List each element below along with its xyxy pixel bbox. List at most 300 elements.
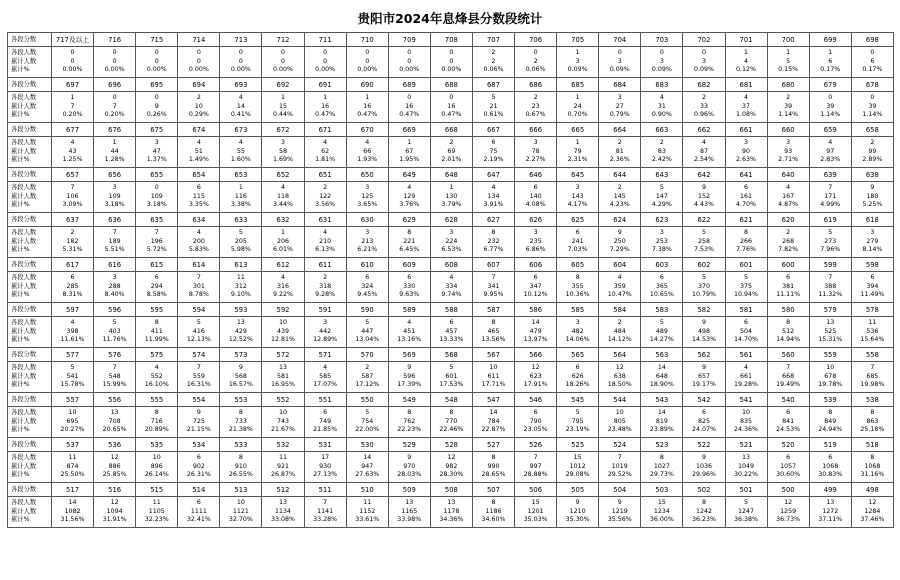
count-value: 9 xyxy=(617,499,622,507)
count-value: 9 xyxy=(575,499,580,507)
score-cell: 564 xyxy=(599,348,641,362)
score-cell: 512 xyxy=(262,483,304,497)
count-value: 7 xyxy=(828,274,833,282)
stats-cell xyxy=(599,92,641,123)
percent-value: 4.23% xyxy=(609,201,630,209)
percent-value: 16.95% xyxy=(271,381,296,389)
percent-value: 4.29% xyxy=(651,201,672,209)
percent-value: 6.01% xyxy=(273,246,294,254)
percent-value: 32.41% xyxy=(186,516,211,524)
score-cell: 622 xyxy=(683,213,725,227)
percent-value: 13.04% xyxy=(355,336,380,344)
count-value: 1 xyxy=(281,229,286,237)
percent-value: 17.12% xyxy=(355,381,380,389)
percent-value: 20.65% xyxy=(102,426,127,434)
stats-labels xyxy=(8,497,52,528)
percent-value: 17.39% xyxy=(397,381,422,389)
cumulative-value: 0 xyxy=(112,57,117,65)
percent-value: 9.45% xyxy=(357,291,378,299)
count-value: 8 xyxy=(491,229,496,237)
segment-label: 各段分数 xyxy=(8,393,52,407)
count-value: 4 xyxy=(659,94,664,102)
cumulative-value: 355 xyxy=(571,282,584,290)
count-value: 8 xyxy=(870,454,875,462)
stats-cell xyxy=(851,407,893,438)
stats-cell xyxy=(515,407,557,438)
stats-cell xyxy=(641,407,683,438)
stats-cell xyxy=(725,47,767,78)
stats-cell xyxy=(388,92,430,123)
count-value: 10 xyxy=(742,409,751,417)
score-cell: 614 xyxy=(178,258,220,272)
count-value: 2 xyxy=(701,94,706,102)
percent-value: 36.23% xyxy=(691,516,716,524)
count-value: 3 xyxy=(575,184,580,192)
count-value: 3 xyxy=(323,319,328,327)
count-value: 4 xyxy=(407,184,412,192)
cumulative-value: 442 xyxy=(319,327,332,335)
stats-cell xyxy=(346,497,388,528)
score-cell: 623 xyxy=(641,213,683,227)
percent-value: 9.74% xyxy=(441,291,462,299)
count-value: 10 xyxy=(152,454,161,462)
stats-cell xyxy=(430,407,472,438)
cumulative-value: 69 xyxy=(447,147,456,155)
score-cell: 656 xyxy=(94,168,136,182)
count-value: 2 xyxy=(323,184,328,192)
score-table-wrap xyxy=(7,32,894,528)
count-label: 各段人数 xyxy=(11,139,37,147)
cumulative-value: 359 xyxy=(613,282,626,290)
cumulative-value: 716 xyxy=(150,417,163,425)
cumulative-value: 78 xyxy=(531,147,540,155)
stats-cell xyxy=(136,182,178,213)
cumulative-label: 累计人数 xyxy=(11,327,37,335)
stats-cell xyxy=(388,452,430,483)
count-value: 0 xyxy=(154,49,159,57)
stats-cell xyxy=(767,272,809,303)
count-value: 12 xyxy=(784,499,793,507)
count-value: 9 xyxy=(701,364,706,372)
stats-cell xyxy=(388,317,430,348)
percent-value: 28.65% xyxy=(481,471,506,479)
score-cell: 530 xyxy=(346,438,388,452)
cumulative-value: 51 xyxy=(194,147,203,155)
count-value: 3 xyxy=(870,229,875,237)
count-value: 5 xyxy=(491,94,496,102)
cumulative-value: 294 xyxy=(150,282,163,290)
stats-labels xyxy=(8,317,52,348)
cumulative-value: 210 xyxy=(319,237,332,245)
cumulative-value: 1201 xyxy=(527,507,544,515)
stats-cell xyxy=(178,497,220,528)
score-cell: 642 xyxy=(683,168,725,182)
count-value: 4 xyxy=(365,139,370,147)
cumulative-value: 7 xyxy=(70,102,75,110)
cumulative-value: 970 xyxy=(403,462,416,470)
score-cell: 655 xyxy=(136,168,178,182)
score-cell: 691 xyxy=(304,78,346,92)
score-cell: 521 xyxy=(725,438,767,452)
percent-value: 0.09% xyxy=(651,66,672,74)
cumulative-value: 668 xyxy=(782,372,795,380)
count-value: 7 xyxy=(196,364,201,372)
score-cell: 504 xyxy=(599,483,641,497)
stats-cell xyxy=(136,317,178,348)
cumulative-value: 205 xyxy=(234,237,247,245)
percent-value: 4.99% xyxy=(820,201,841,209)
count-value: 3 xyxy=(617,94,622,102)
stats-cell xyxy=(388,497,430,528)
count-value: 1 xyxy=(365,94,370,102)
percent-value: 6.53% xyxy=(441,246,462,254)
score-cell: 536 xyxy=(94,438,136,452)
stats-cell xyxy=(220,452,262,483)
cumulative-value: 115 xyxy=(192,192,205,200)
cumulative-value: 581 xyxy=(277,372,290,380)
cumulative-value: 1105 xyxy=(148,507,165,515)
score-cell: 711 xyxy=(304,33,346,47)
score-cell: 550 xyxy=(346,393,388,407)
stats-cell xyxy=(599,362,641,393)
cumulative-value: 626 xyxy=(571,372,584,380)
score-cell: 618 xyxy=(851,213,893,227)
count-value: 3 xyxy=(786,139,791,147)
score-cell: 557 xyxy=(52,393,94,407)
score-cell: 612 xyxy=(262,258,304,272)
stats-cell xyxy=(641,227,683,258)
count-value: 4 xyxy=(786,184,791,192)
cumulative-value: 4 xyxy=(744,57,749,65)
count-value: 13 xyxy=(826,319,835,327)
count-value: 9 xyxy=(407,364,412,372)
percent-value: 12.13% xyxy=(186,336,211,344)
count-value: 6 xyxy=(196,184,201,192)
score-cell: 652 xyxy=(262,168,304,182)
cumulative-value: 930 xyxy=(319,462,332,470)
count-value: 6 xyxy=(154,274,159,282)
percent-value: 2.01% xyxy=(441,156,462,164)
score-cell: 636 xyxy=(94,213,136,227)
count-value: 6 xyxy=(575,364,580,372)
cumulative-value: 125 xyxy=(361,192,374,200)
cumulative-value: 241 xyxy=(571,237,584,245)
stats-cell xyxy=(809,272,851,303)
stats-cell xyxy=(178,182,220,213)
count-value: 11 xyxy=(236,274,245,282)
stats-cell xyxy=(472,497,514,528)
cumulative-value: 429 xyxy=(234,327,247,335)
stats-cell xyxy=(220,362,262,393)
score-cell: 692 xyxy=(262,78,304,92)
stats-row xyxy=(8,317,894,348)
percent-value: 5.51% xyxy=(104,246,125,254)
score-cell: 670 xyxy=(346,123,388,137)
cumulative-value: 1165 xyxy=(401,507,418,515)
cumulative-value: 685 xyxy=(866,372,879,380)
percent-value: 0.09% xyxy=(567,66,588,74)
cumulative-value: 147 xyxy=(655,192,668,200)
stats-cell xyxy=(262,182,304,213)
stats-cell xyxy=(430,362,472,393)
cumulative-value: 439 xyxy=(277,327,290,335)
percent-value: 14.94% xyxy=(776,336,801,344)
cumulative-value: 16 xyxy=(321,102,330,110)
cumulative-value: 381 xyxy=(782,282,795,290)
count-value: 8 xyxy=(407,409,412,417)
count-value: 3 xyxy=(533,229,538,237)
percent-value: 0.20% xyxy=(104,111,125,119)
percent-value: 35.30% xyxy=(565,516,590,524)
count-value: 4 xyxy=(238,139,243,147)
stats-cell xyxy=(851,272,893,303)
percent-value: 0.47% xyxy=(357,111,378,119)
score-cell: 510 xyxy=(346,483,388,497)
percent-value: 11.61% xyxy=(60,336,85,344)
score-cell: 608 xyxy=(430,258,472,272)
stats-cell xyxy=(430,137,472,168)
score-cell: 681 xyxy=(725,78,767,92)
count-value: 0 xyxy=(870,49,875,57)
cumulative-value: 66 xyxy=(363,147,372,155)
percent-value: 36.38% xyxy=(734,516,759,524)
stats-cell xyxy=(809,227,851,258)
stats-cell xyxy=(430,92,472,123)
cumulative-value: 23 xyxy=(531,102,540,110)
cumulative-value: 457 xyxy=(445,327,458,335)
score-cell: 641 xyxy=(725,168,767,182)
count-value: 6 xyxy=(870,274,875,282)
score-cell: 696 xyxy=(94,78,136,92)
cumulative-value: 152 xyxy=(697,192,710,200)
stats-cell xyxy=(262,137,304,168)
cumulative-value: 482 xyxy=(571,327,584,335)
score-cell: 675 xyxy=(136,123,178,137)
stats-cell xyxy=(388,407,430,438)
count-value: 0 xyxy=(659,49,664,57)
score-cell: 509 xyxy=(388,483,430,497)
cumulative-label: 累计人数 xyxy=(11,507,37,515)
cumulative-value: 512 xyxy=(782,327,795,335)
percent-value: 24.53% xyxy=(776,426,801,434)
cumulative-value: 465 xyxy=(487,327,500,335)
stats-cell xyxy=(430,452,472,483)
percent-value: 0.00% xyxy=(146,66,167,74)
percent-value: 5.72% xyxy=(146,246,167,254)
stats-cell xyxy=(220,137,262,168)
stats-cell xyxy=(388,137,430,168)
cumulative-value: 129 xyxy=(403,192,416,200)
stats-cell xyxy=(767,452,809,483)
count-value: 6 xyxy=(196,499,201,507)
cumulative-value: 1234 xyxy=(653,507,670,515)
cumulative-value: 1186 xyxy=(485,507,502,515)
percent-value: 13.97% xyxy=(523,336,548,344)
cumulative-value: 347 xyxy=(529,282,542,290)
stats-row xyxy=(8,452,894,483)
stats-cell xyxy=(220,497,262,528)
cumulative-value: 0 xyxy=(365,57,370,65)
count-value: 5 xyxy=(449,364,454,372)
score-cell: 631 xyxy=(304,213,346,227)
stats-cell xyxy=(641,182,683,213)
cumulative-label: 累计人数 xyxy=(11,237,37,245)
cumulative-value: 145 xyxy=(613,192,626,200)
stats-cell xyxy=(809,317,851,348)
count-value: 11 xyxy=(152,499,161,507)
count-value: 4 xyxy=(828,139,833,147)
score-cell: 661 xyxy=(725,123,767,137)
score-cell: 565 xyxy=(557,348,599,362)
stats-cell xyxy=(809,407,851,438)
score-cell: 629 xyxy=(388,213,430,227)
cumulative-value: 39 xyxy=(868,102,877,110)
percent-value: 1.60% xyxy=(230,156,251,164)
stats-cell xyxy=(136,92,178,123)
score-cell: 672 xyxy=(262,123,304,137)
count-value: 2 xyxy=(659,139,664,147)
cumulative-label: 累计人数 xyxy=(11,147,37,155)
score-cell: 518 xyxy=(851,438,893,452)
cumulative-value: 1210 xyxy=(569,507,586,515)
stats-cell xyxy=(304,137,346,168)
percent-value: 32.23% xyxy=(144,516,169,524)
percent-value: 6.13% xyxy=(315,246,336,254)
stats-cell xyxy=(262,407,304,438)
cumulative-value: 0 xyxy=(407,57,412,65)
score-cell: 505 xyxy=(557,483,599,497)
percent-value: 0.09% xyxy=(609,66,630,74)
score-cell: 677 xyxy=(52,123,94,137)
count-value: 12 xyxy=(110,499,119,507)
count-value: 13 xyxy=(826,499,835,507)
score-cell: 682 xyxy=(683,78,725,92)
percent-value: 2.89% xyxy=(862,156,883,164)
percent-value: 4.08% xyxy=(525,201,546,209)
stats-cell xyxy=(94,47,136,78)
cumulative-value: 268 xyxy=(782,237,795,245)
score-cell: 533 xyxy=(220,438,262,452)
score-cell: 610 xyxy=(346,258,388,272)
stats-cell xyxy=(683,92,725,123)
count-value: 8 xyxy=(491,499,496,507)
percent-value: 1.25% xyxy=(62,156,83,164)
cumulative-value: 16 xyxy=(405,102,414,110)
count-value: 1 xyxy=(70,94,75,102)
count-value: 5 xyxy=(744,499,749,507)
cumulative-value: 341 xyxy=(487,282,500,290)
stats-cell xyxy=(472,272,514,303)
stats-cell xyxy=(683,452,725,483)
cumulative-value: 75 xyxy=(489,147,498,155)
stats-cell xyxy=(809,47,851,78)
percent-value: 11.49% xyxy=(860,291,885,299)
count-value: 3 xyxy=(281,139,286,147)
stats-labels xyxy=(8,362,52,393)
cumulative-value: 657 xyxy=(697,372,710,380)
score-cell: 684 xyxy=(599,78,641,92)
stats-cell xyxy=(220,182,262,213)
percent-value: 0.70% xyxy=(567,111,588,119)
score-cell: 660 xyxy=(767,123,809,137)
stats-labels xyxy=(8,137,52,168)
stats-cell xyxy=(262,272,304,303)
cumulative-value: 0 xyxy=(281,57,286,65)
score-cell: 634 xyxy=(178,213,220,227)
count-value: 7 xyxy=(533,454,538,462)
stats-cell xyxy=(851,317,893,348)
score-cell: 710 xyxy=(346,33,388,47)
count-value: 13 xyxy=(742,454,751,462)
cumulative-value: 1012 xyxy=(569,462,586,470)
cumulative-value: 648 xyxy=(655,372,668,380)
count-value: 9 xyxy=(407,454,412,462)
stats-cell xyxy=(767,317,809,348)
percent-value: 16.10% xyxy=(144,381,169,389)
cumulative-value: 2 xyxy=(491,57,496,65)
score-cell: 607 xyxy=(472,258,514,272)
stats-cell xyxy=(304,272,346,303)
count-value: 6 xyxy=(786,409,791,417)
count-value: 10 xyxy=(615,409,624,417)
count-value: 0 xyxy=(828,94,833,102)
cumulative-value: 235 xyxy=(529,237,542,245)
percent-value: 3.91% xyxy=(483,201,504,209)
count-value: 2 xyxy=(617,184,622,192)
stats-cell xyxy=(725,317,767,348)
stats-cell xyxy=(683,47,725,78)
cumulative-value: 109 xyxy=(108,192,121,200)
score-cell: 669 xyxy=(388,123,430,137)
percent-value: 2.71% xyxy=(778,156,799,164)
stats-cell xyxy=(52,227,94,258)
cumulative-value: 754 xyxy=(361,417,374,425)
score-cell: 522 xyxy=(683,438,725,452)
score-cell: 603 xyxy=(641,258,683,272)
stats-cell xyxy=(809,137,851,168)
percent-value: 9.63% xyxy=(399,291,420,299)
percent-value: 35.03% xyxy=(523,516,548,524)
score-header-row xyxy=(8,438,894,452)
percent-value: 10.79% xyxy=(691,291,716,299)
percent-value: 28.88% xyxy=(523,471,548,479)
stats-cell xyxy=(52,92,94,123)
percent-value: 22.23% xyxy=(397,426,422,434)
score-cell: 599 xyxy=(809,258,851,272)
count-value: 4 xyxy=(323,139,328,147)
percent-value: 34.36% xyxy=(439,516,464,524)
percent-value: 26.31% xyxy=(186,471,211,479)
percent-value: 30.22% xyxy=(734,471,759,479)
percent-value: 9.10% xyxy=(230,291,251,299)
score-cell: 704 xyxy=(599,33,641,47)
cumulative-value: 182 xyxy=(66,237,79,245)
score-cell: 621 xyxy=(725,213,767,227)
count-value: 0 xyxy=(449,49,454,57)
percent-value: 0.47% xyxy=(441,111,462,119)
count-value: 14 xyxy=(657,364,666,372)
cumulative-value: 388 xyxy=(824,282,837,290)
stats-cell xyxy=(515,272,557,303)
cumulative-value: 1247 xyxy=(738,507,755,515)
percent-value: 5.25% xyxy=(862,201,883,209)
count-value: 0 xyxy=(533,49,538,57)
score-cell: 666 xyxy=(515,123,557,137)
score-header-row xyxy=(8,348,894,362)
cumulative-value: 324 xyxy=(361,282,374,290)
cumulative-value: 196 xyxy=(150,237,163,245)
stats-cell xyxy=(599,452,641,483)
